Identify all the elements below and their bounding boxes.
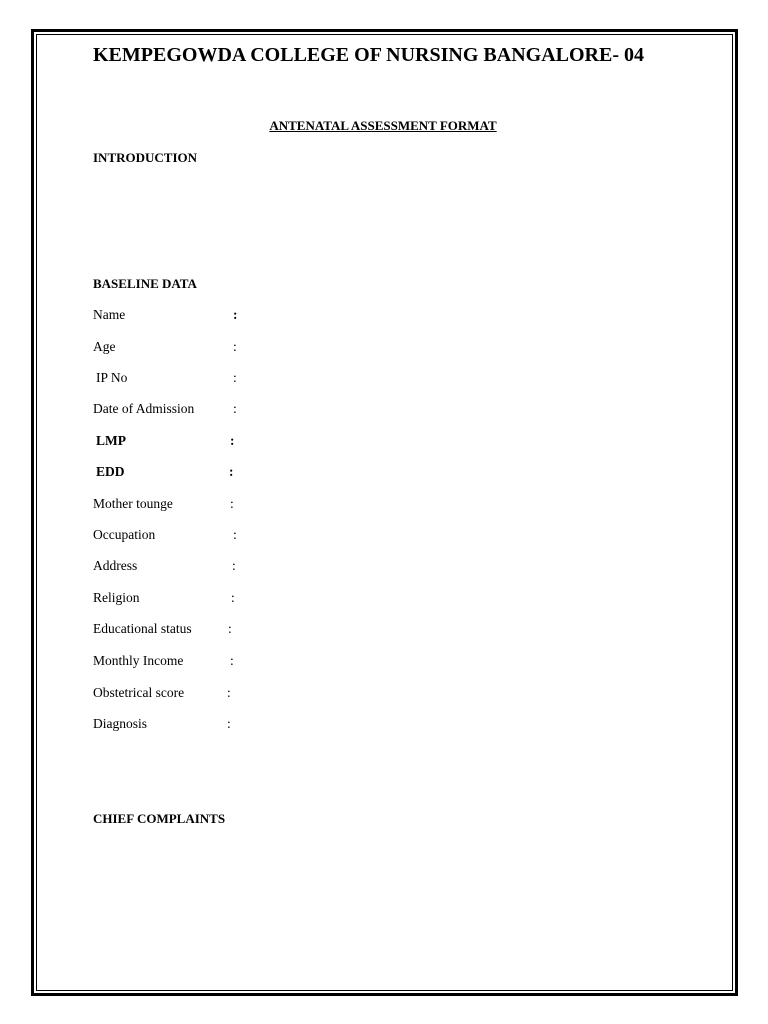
field-label-monthly-income: Monthly Income [93,653,184,668]
field-colon-monthly-income: : [230,653,234,668]
field-label-religion: Religion [93,590,140,605]
form-title-text: ANTENATAL ASSESSMENT FORMAT [269,118,497,133]
field-label-diagnosis: Diagnosis [93,716,147,731]
field-colon-ip-no: : [233,370,237,385]
field-label-obstetrical-score: Obstetrical score [93,685,185,700]
field-colon-religion: : [231,590,235,605]
field-label-name: Name [93,307,126,322]
field-label-lmp: LMP [96,433,126,448]
field-label-mother-tounge: Mother tounge [93,496,173,511]
field-colon-name: : [233,307,238,322]
section-introduction: INTRODUCTION [93,150,198,165]
field-colon-mother-tounge: : [230,496,234,511]
field-label-educational-status: Educational status [93,621,192,636]
field-colon-occupation: : [233,527,237,542]
section-baseline-data: BASELINE DATA [93,276,197,291]
field-colon-edd: : [229,464,234,479]
field-colon-age: : [233,339,237,354]
college-title: KEMPEGOWDA COLLEGE OF NURSING BANGALORE- 04 [93,44,644,66]
field-label-address: Address [93,558,138,573]
form-title [0,118,768,134]
field-label-ip-no: IP No [96,370,128,385]
field-colon-diagnosis: : [227,716,231,731]
field-colon-educational-status: : [228,621,232,636]
field-colon-date-of-admission: : [233,401,237,416]
field-label-age: Age [93,339,116,354]
field-colon-obstetrical-score: : [227,685,231,700]
section-chief-complaints: CHIEF COMPLAINTS [93,811,226,826]
field-label-date-of-admission: Date of Admission [93,401,195,416]
field-label-edd: EDD [96,464,125,479]
field-colon-address: : [232,558,236,573]
field-label-occupation: Occupation [93,527,156,542]
field-colon-lmp: : [230,433,235,448]
